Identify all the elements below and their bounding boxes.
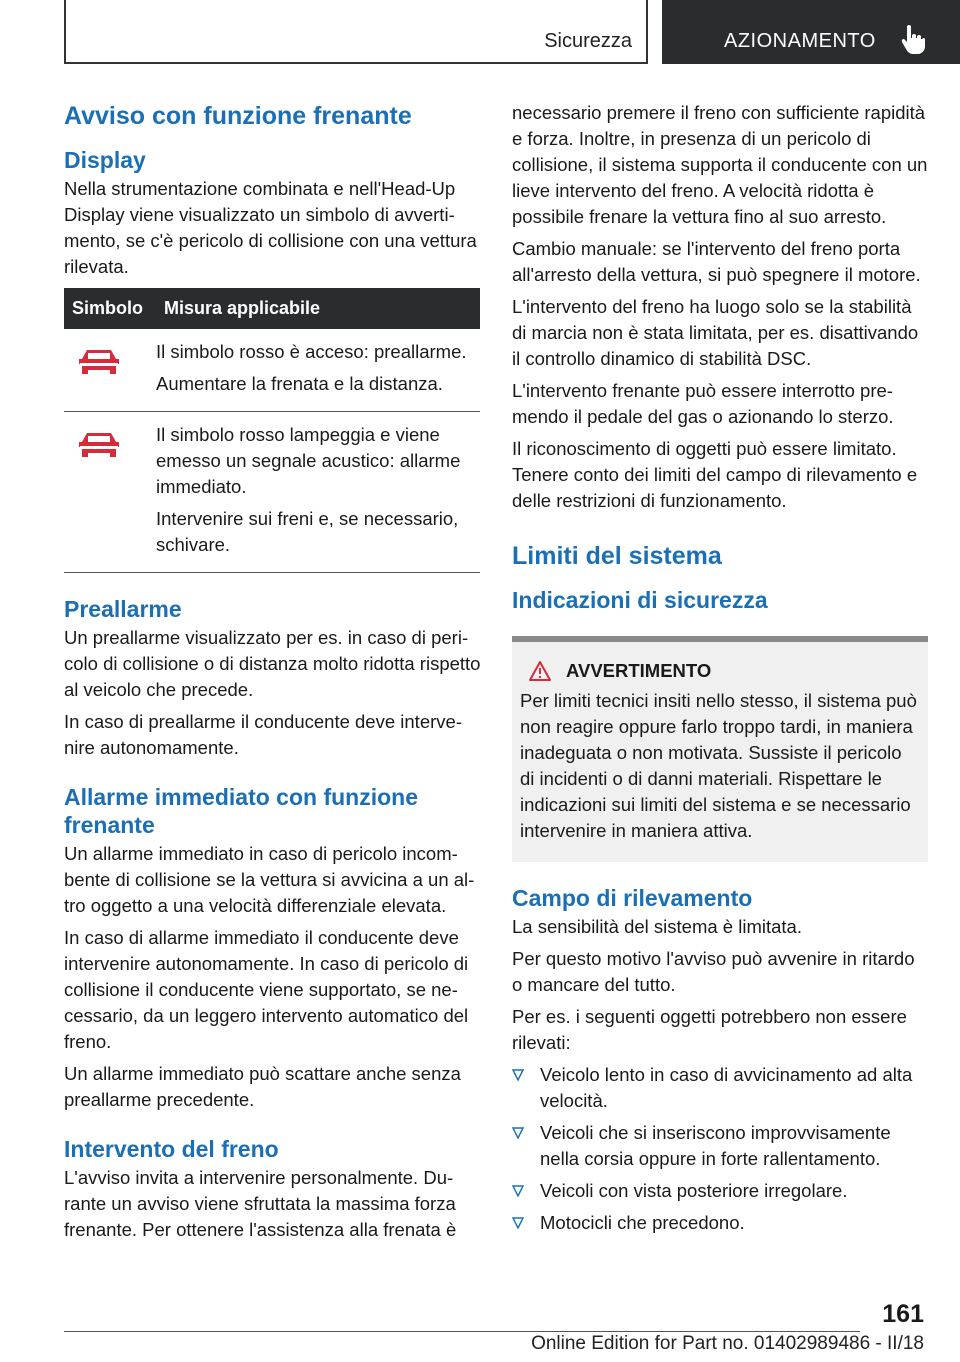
table-row [64,412,480,573]
warning-text: Per limiti tecnici insiti nello stesso, il sistema può non reagire oppure farlo troppo tardi, in maniera inadeguata o non motivata. Sussiste il pericolo di incidenti o di danni materiali. Rispettare le indicazioni sui limiti del sistema e se necessario intervenire in maniera attiva. [520,690,917,841]
table-header-symbol: Simbolo [64,288,156,329]
preallarme-heading: Preallarme [64,596,182,622]
right-text-2: Cambio manuale: se l'intervento del freno porta all'arresto della vettura, si può spegnere il motore. [512,238,921,285]
triangle-bullet-icon [512,1217,524,1229]
hand-pointer-icon [898,24,926,54]
allarme-heading: Allarme immediato con funzione frenante [64,784,418,838]
preallarme-text-1: Un preallarme visualizzato per es. in caso di pericolo di collisione o di distanza molto ridotta rispetto al veicolo che precede. [64,627,481,700]
right-text-5: Il riconoscimento di oggetti può essere limitato. Tenere conto dei limiti del campo di rilevamento e delle restrizioni di funzionamento. [512,438,918,511]
left-column [64,100,484,1249]
header-chapter-tab [662,0,960,64]
right-text-1: necessario premere il freno con sufficiente rapidità e forza. Inoltre, in presenza di un pericolo di collisione, il sistema supporta il conducente con un lieve intervento del freno. A velocità ridotta è possibile frenare la vettura fino al suo arresto. [512,102,928,227]
list-item: Veicolo lento in caso di avvicinamento ad alta velocità. [512,1062,928,1114]
campo-heading: Campo di rilevamento [512,885,753,911]
table-cell-text: Aumentare la frenata e la distanza. [156,373,443,394]
allarme-text-3: Un allarme immediato può scattare anche senza preallarme precedente. [64,1063,461,1110]
display-heading: Display [64,147,146,173]
right-text-4: L'intervento frenante può essere interrotto premendo il pedale del gas o azionando lo sterzo. [512,380,894,427]
campo-text-1: La sensibilità del sistema è limitata. [512,916,802,937]
page-number: 161 [882,1300,924,1328]
campo-list [512,1062,928,1236]
table-cell-text: Il simbolo rosso è acceso: preallarme. [156,341,467,362]
indicazioni-heading: Indicazioni di sicurezza [512,587,768,613]
allarme-text-2: In caso di allarme immediato il conducente deve intervenire autonomamente. In caso di pericolo di collisione il conducente viene supportato, se necessario, da un leggero intervento automatico del freno. [64,927,469,1052]
table-cell-text: Il simbolo rosso lampeggia e viene emesso un segnale acustico: allarme immediato. [156,424,461,497]
red-car-icon [76,430,122,460]
campo-section [512,884,928,1236]
limiti-heading: Limiti del sistema [512,542,722,570]
campo-text-2: Per questo motivo l'avviso può avvenire in ritardo o mancare del tutto. [512,948,915,995]
preallarme-section [64,595,484,761]
display-text: Nella strumentazione combinata e nell'Head-Up Display viene visualizzato un simbolo di avvertimento, se c'è pericolo di collisione con una vettura rilevata. [64,178,477,277]
header-section-tab [64,0,648,64]
intervento-section [64,1135,484,1243]
warning-title: AVVERTIMENTO [566,660,712,681]
table-cell-text: Intervenire sui freni e, se necessario, schivare. [156,508,459,555]
footer-edition: Online Edition for Part no. 01402989486 - II/18 [531,1333,924,1354]
table-header-measure: Misura applicabile [156,288,480,329]
header-section-label: Sicurezza [544,30,632,52]
warning-box [512,636,928,862]
intervento-heading: Intervento del freno [64,1136,279,1162]
page-title: Avviso con funzione frenante [64,102,412,130]
allarme-text-1: Un allarme immediato in caso di pericolo incombente di collisione se la vettura si avvicina a un altro oggetto a una velocità differenziale elevata. [64,843,475,916]
right-text-3: L'intervento del freno ha luogo solo se la stabilità di marcia non è stata limitata, per es. disattivando il controllo dinamico di stabilità DSC. [512,296,919,369]
intervento-text-1: L'avviso invita a intervenire personalmente. Durante un avviso viene sfruttata la massima forza frenante. Per ottenere l'assistenza alla frenata è [64,1167,457,1240]
header-chapter-label: AZIONAMENTO [724,30,876,52]
red-car-icon [76,347,122,377]
list-item: Veicoli con vista posteriore irregolare. [512,1178,928,1204]
symbol-table [64,288,480,573]
triangle-bullet-icon [512,1127,524,1139]
preallarme-text-2: In caso di preallarme il conducente deve intervenire autonomamente. [64,711,462,758]
right-column [512,100,928,1242]
list-item: Veicoli che si inseriscono improvvisamente nella corsia oppure in forte rallentamento. [512,1120,928,1172]
triangle-bullet-icon [512,1185,524,1197]
triangle-bullet-icon [512,1069,524,1081]
campo-text-3: Per es. i seguenti oggetti potrebbero non essere rilevati: [512,1006,907,1053]
allarme-section [64,783,484,1113]
footer-divider [64,1331,860,1332]
list-item: Motocicli che precedono. [512,1210,928,1236]
warning-triangle-icon [528,660,552,682]
table-row [64,329,480,412]
